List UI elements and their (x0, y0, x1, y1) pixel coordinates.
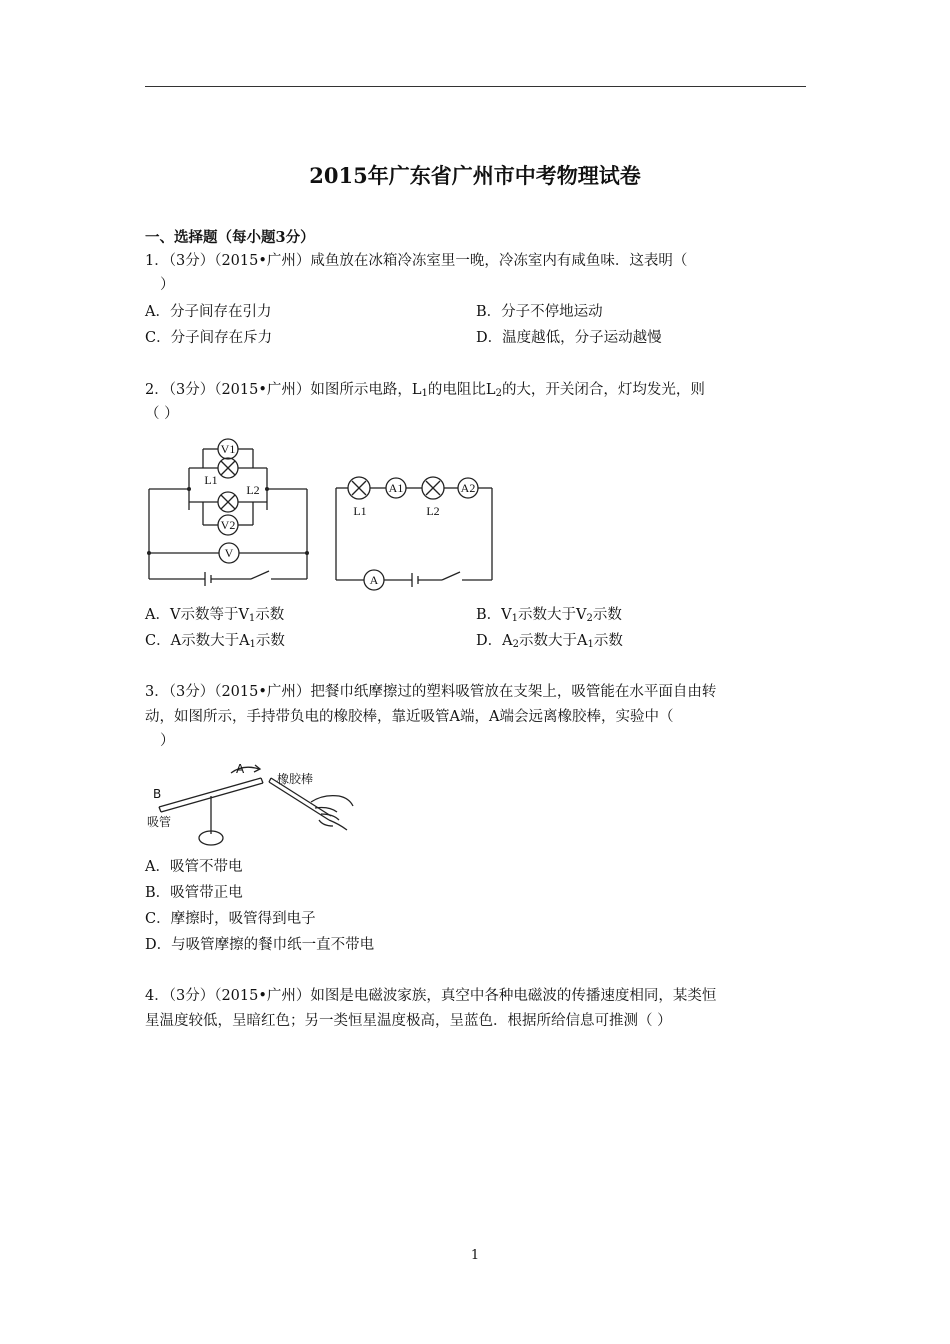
label-v: V (224, 546, 234, 560)
label-a: A (369, 573, 379, 587)
q2-option-a: A．V示数等于$V_1$示数 (145, 607, 285, 624)
label-l2: L2 (246, 483, 260, 497)
header-rule (145, 86, 806, 87)
q1-option-a: A．分子间存在引力 (145, 304, 272, 320)
q3-option-a: A．吸管不带电 (145, 859, 243, 875)
q3-stem-line1: 3．（3分）（2015•广州）把餐巾纸摩擦过的塑料吸管放在支架上，吸管能在水平面自由转 (145, 684, 717, 700)
q4-stem-line1: 4．（3分）（2015•广州）如图是电磁波家族，真空中各种电磁波的传播速度相同，某类恒 (145, 988, 717, 1004)
q1-option-d: D．温度越低，分子运动越慢 (476, 330, 662, 346)
q1-option-b: B．分子不停地运动 (476, 304, 603, 320)
label-a1: A1 (388, 481, 404, 495)
label-a: A (236, 762, 245, 776)
page-number: 1 (470, 1248, 480, 1263)
label-straw: 吸管 (147, 815, 172, 829)
q1-stem-line2: ） (160, 277, 175, 293)
q3-stem-line2: 动，如图所示，手持带负电的橡胶棒，靠近吸管A端，A端会远离橡胶棒，实验中（ (145, 709, 674, 725)
q2-option-d: D．$A_2$示数大于$A_1$示数 (476, 633, 623, 650)
q2-option-c: C．A示数大于$A_1$示数 (145, 633, 285, 650)
q2-stem-line1: 2．（3分）（2015•广州）如图所示电路，$L_1$的电阻比$L_2$的大，开关闭合，灯均发光，则 (145, 382, 705, 399)
label-a2: A2 (460, 481, 476, 495)
q4-stem-line2: 星温度较低，呈暗红色；另一类恒星温度极高，呈蓝色．根据所给信息可推测（ ） (145, 1013, 672, 1029)
q2-circuit-diagram-2 (330, 470, 500, 592)
q2-stem-line2: （ ） (145, 406, 179, 422)
q2-circuit-diagram-1 (143, 432, 313, 592)
label-b: B (153, 787, 162, 801)
section-heading: 一、选择题（每小题3分） (145, 229, 315, 246)
q2-option-b: B．$V_1$示数大于$V_2$示数 (476, 607, 622, 624)
q3-stem-line3: ） (160, 733, 175, 749)
label-l1: L1 (204, 473, 218, 487)
label-rubber-rod: 橡胶棒 (277, 772, 314, 786)
q3-option-d: D．与吸管摩擦的餐巾纸一直不带电 (145, 937, 375, 953)
q3-straw-rod-diagram (143, 756, 358, 854)
q3-option-b: B．吸管带正电 (145, 885, 243, 901)
label-l2: L2 (426, 504, 440, 518)
label-l1: L1 (353, 504, 367, 518)
q1-option-c: C．分子间存在斥力 (145, 330, 273, 346)
page-title: 2015年广东省广州市中考物理试卷 (309, 163, 641, 188)
label-v2: V2 (220, 518, 236, 532)
q1-stem-line1: 1．（3分）（2015•广州）咸鱼放在冰箱冷冻室里一晚，冷冻室内有咸鱼味．这表明（ (145, 253, 688, 269)
label-v1: V1 (220, 442, 236, 456)
q3-option-c: C．摩擦时，吸管得到电子 (145, 911, 316, 927)
